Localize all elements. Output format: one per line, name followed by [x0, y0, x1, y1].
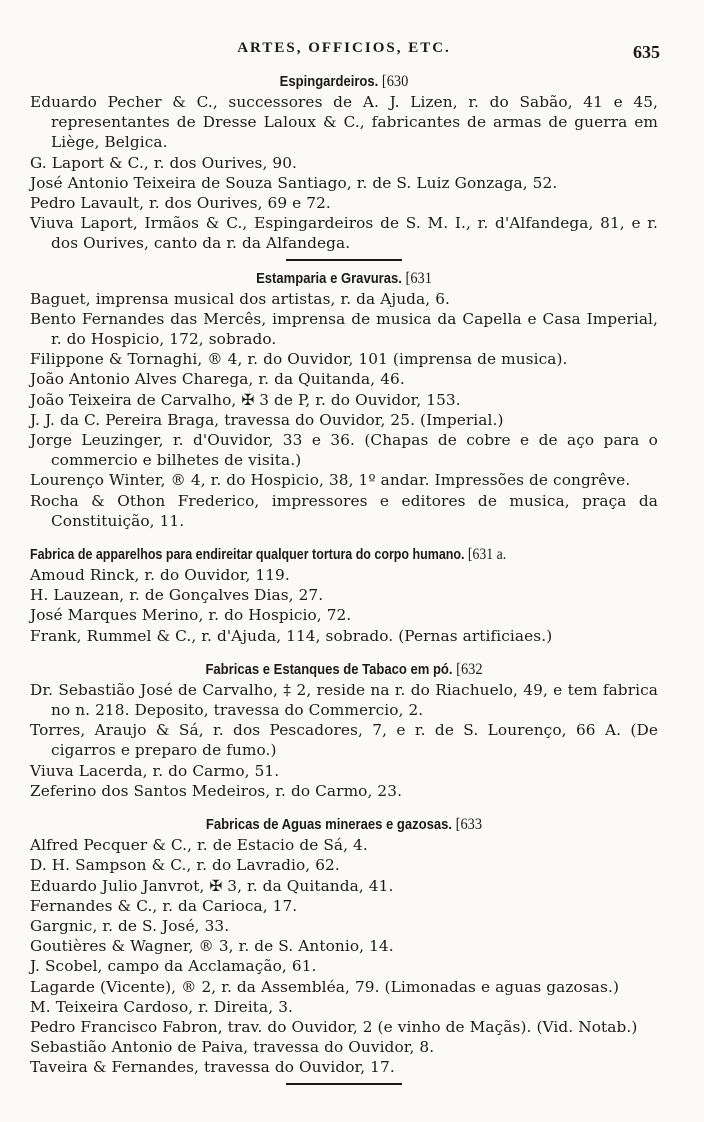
list-item: Rocha & Othon Frederico, impressores e editores de musica, praça da Constituição, 11. — [30, 491, 658, 530]
list-item: Eduardo Pecher & C., successores de A. J. Lizen, r. do Sabão, 41 e 45, representantes de Dresse Laloux & C., fabricantes de armas de guerra em Liège, Belgica. — [30, 93, 658, 152]
section-title — [61, 815, 626, 835]
list-item: Goutières & Wagner, ® 3, r. de S. Antonio, 14. — [30, 937, 394, 956]
section-title-text: Espingardeiros. — [279, 74, 379, 90]
section-estamparia — [30, 269, 658, 531]
list-item: Eduardo Julio Janvrot, ✠ 3, r. da Quitanda, 41. — [30, 876, 394, 895]
section-ref: [633 — [455, 816, 483, 834]
list-item: Viuva Lacerda, r. do Carmo, 51. — [30, 761, 280, 780]
section-ref: [631 a. — [467, 546, 507, 564]
page-header — [30, 0, 658, 72]
list-item: G. Laport & C., r. dos Ourives, 90. — [30, 153, 297, 172]
list-item: José Marques Merino, r. do Hospicio, 72. — [30, 606, 352, 625]
list-item: José Antonio Teixeira de Souza Santiago, r. de S. Luiz Gonzaga, 52. — [30, 173, 558, 192]
list-item: Viuva Laport, Irmãos & C., Espingardeiros de S. M. I., r. d'Alfandega, 81, e r. dos Ourives, canto da r. da Alfandega. — [30, 214, 658, 253]
section-title-text: Estamparia e Gravuras. — [256, 270, 402, 287]
list-item: Jorge Leuzinger, r. d'Ouvidor, 33 e 36. (Chapas de cobre e de aço para o commercio e bilhetes de visita.) — [30, 431, 658, 470]
list-item: Torres, Araujo & Sá, r. dos Pescadores, 7, e r. de S. Lourenço, 66 A. (De cigarros e preparo de fumo.) — [30, 721, 658, 760]
list-item: H. Lauzean, r. de Gonçalves Dias, 27. — [30, 586, 324, 605]
list-item: Gargnic, r. de S. José, 33. — [30, 916, 230, 935]
list-item: Pedro Lavault, r. dos Ourives, 69 e 72. — [30, 194, 331, 213]
list-item: Sebastião Antonio de Paiva, travessa do Ouvidor, 8. — [30, 1038, 435, 1057]
section-title-text: Fabricas de Aguas mineraes e gazosas. — [205, 817, 453, 834]
list-item: Taveira & Fernandes, travessa do Ouvidor, 17. — [30, 1058, 395, 1077]
section-divider — [286, 1083, 402, 1085]
list-item: J. Scobel, campo da Acclamação, 61. — [30, 957, 317, 976]
section-espingardeiros — [30, 72, 658, 261]
section-title-text: Fabricas e Estanques de Tabaco em pó. — [205, 661, 453, 678]
list-item: Baguet, imprensa musical dos artistas, r. da Ajuda, 6. — [30, 289, 450, 308]
list-item: Amoud Rinck, r. do Ouvidor, 119. — [30, 566, 290, 585]
running-head: ARTES, OFFICIOS, ETC. — [237, 40, 451, 56]
section-tabaco — [30, 660, 658, 801]
section-fabrica-apparelhos — [30, 545, 658, 646]
list-item: M. Teixeira Cardoso, r. Direita, 3. — [30, 997, 293, 1016]
list-item: Frank, Rummel & C., r. d'Ajuda, 114, sobrado. (Pernas artificiaes.) — [30, 626, 553, 645]
list-item: Fernandes & C., r. da Carioca, 17. — [30, 896, 298, 915]
list-item: Lagarde (Vicente), ® 2, r. da Assembléa, 79. (Limonadas e aguas gazosas.) — [30, 977, 620, 996]
list-item: João Antonio Alves Charega, r. da Quitanda, 46. — [30, 370, 405, 389]
section-title — [61, 269, 626, 289]
section-ref: [631 — [405, 269, 432, 287]
list-item: Zeferino dos Santos Medeiros, r. do Carmo, 23. — [30, 781, 403, 800]
list-item: Bento Fernandes das Mercês, imprensa de musica da Capella e Casa Imperial, r. do Hospicio, 172, sobrado. — [30, 309, 658, 349]
section-title — [30, 545, 570, 565]
page-number: 635 — [633, 42, 660, 62]
list-item: Alfred Pecquer & C., r. de Estacio de Sá, 4. — [30, 836, 368, 855]
list-item: D. H. Sampson & C., r. do Lavradio, 62. — [30, 856, 340, 875]
list-item: Lourenço Winter, ® 4, r. do Hospicio, 38, 1º andar. Impressões de congrêve. — [30, 471, 631, 490]
section-title-text: Fabrica de apparelhos para endireitar qualquer tortura do corpo humano. — [30, 547, 465, 564]
list-item: Pedro Francisco Fabron, trav. do Ouvidor, 2 (e vinho de Maçãs). (Vid. Notab.) — [30, 1017, 638, 1036]
list-item: J. J. da C. Pereira Braga, travessa do Ouvidor, 25. (Imperial.) — [30, 410, 504, 429]
list-item: Filippone & Tornaghi, ® 4, r. do Ouvidor, 101 (imprensa de musica). — [30, 350, 568, 369]
section-ref: [630 — [381, 73, 409, 90]
list-item: João Teixeira de Carvalho, ✠ 3 de P, r. do Ouvidor, 153. — [30, 390, 461, 409]
section-ref: [632 — [456, 660, 483, 678]
section-title — [61, 660, 626, 680]
section-title — [61, 72, 626, 92]
section-aguas-mineraes — [30, 815, 658, 1084]
list-item: Dr. Sebastião José de Carvalho, ‡ 2, reside na r. do Riachuelo, 49, e tem fabrica no n. 218. Deposito, travessa do Commercio, 2. — [30, 680, 658, 720]
